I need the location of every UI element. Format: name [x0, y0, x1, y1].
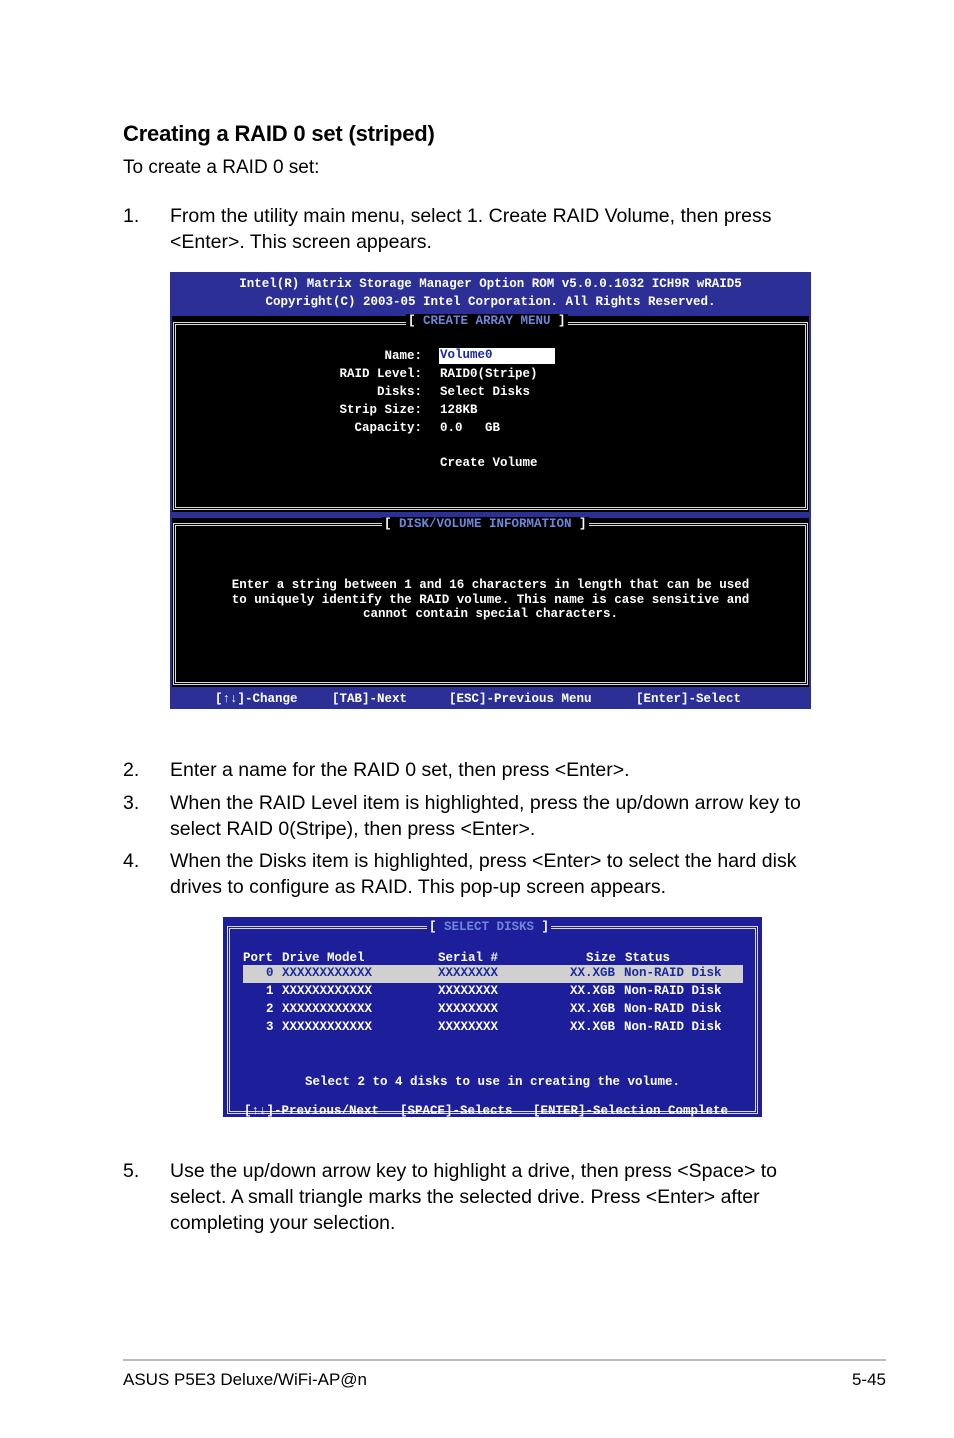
- strip-size-label: Strip Size:: [339, 403, 422, 417]
- disk-size: XX.XGB: [570, 1020, 616, 1034]
- step-line: When the Disks item is highlighted, press <Enter> to select the hard disk: [170, 850, 797, 872]
- step-1: [123, 203, 823, 255]
- raid-level-value[interactable]: RAID0(Stripe): [440, 367, 538, 381]
- footer-rule: [123, 1359, 886, 1361]
- step-number: 1.: [123, 205, 140, 227]
- col-serial: Serial #: [438, 951, 499, 965]
- key-space-select: [SPACE]-Selects: [400, 1104, 513, 1118]
- step-line: drives to configure as RAID. This pop-up screen appears.: [170, 876, 667, 898]
- disk-model: XXXXXXXXXXXX: [282, 966, 373, 980]
- create-menu-title: [ CREATE ARRAY MENU ]: [408, 314, 566, 328]
- info-text-line: Enter a string between 1 and 16 characters in length that can be used: [231, 578, 750, 592]
- create-array-screen: [170, 272, 811, 709]
- disk-serial: XXXXXXXX: [438, 966, 499, 980]
- step-number: 3.: [123, 792, 140, 814]
- select-disks-title: [ SELECT DISKS ]: [429, 920, 550, 934]
- key-previous-menu: [ESC]-Previous Menu: [449, 692, 592, 706]
- disk-size: XX.XGB: [570, 966, 616, 980]
- create-volume-button[interactable]: Create Volume: [440, 456, 538, 470]
- step-number: 5.: [123, 1160, 140, 1182]
- copyright-line: Copyright(C) 2003-05 Intel Corporation. All Rights Reserved.: [265, 295, 716, 309]
- select-disks-screen: [223, 917, 762, 1117]
- key-help-bar: [170, 689, 811, 709]
- step-number: 2.: [123, 759, 140, 781]
- name-label: Name:: [384, 349, 422, 363]
- capacity-value: 0.0 GB: [440, 421, 501, 435]
- step-line: completing your selection.: [170, 1212, 396, 1234]
- disk-model: XXXXXXXXXXXX: [282, 1020, 373, 1034]
- disk-row[interactable]: [243, 965, 743, 983]
- disks-value[interactable]: Select Disks: [440, 385, 531, 399]
- footer-product: ASUS P5E3 Deluxe/WiFi-AP@n: [123, 1370, 368, 1389]
- disk-model: XXXXXXXXXXXX: [282, 984, 373, 998]
- disk-status: Non-RAID Disk: [624, 1020, 722, 1034]
- disk-row[interactable]: [243, 983, 743, 1001]
- disk-port: 3: [266, 1020, 274, 1034]
- select-hint: Select 2 to 4 disks to use in creating the volume.: [305, 1075, 681, 1089]
- raid-level-label: RAID Level:: [339, 367, 422, 381]
- step-line: select. A small triangle marks the selected drive. Press <Enter> after: [170, 1186, 760, 1208]
- key-next: [TAB]-Next: [332, 692, 408, 706]
- key-selection-complete: [ENTER]-Selection Complete: [533, 1104, 729, 1118]
- col-status: Status: [625, 951, 671, 965]
- intro-text: To create a RAID 0 set:: [123, 157, 320, 178]
- step-number: 4.: [123, 850, 140, 872]
- disk-size: XX.XGB: [570, 984, 616, 998]
- disk-serial: XXXXXXXX: [438, 1020, 499, 1034]
- key-previous-next: [↑↓]-Previous/Next: [244, 1104, 380, 1118]
- col-drive-model: Drive Model: [282, 951, 365, 965]
- disk-status: Non-RAID Disk: [624, 1002, 722, 1016]
- capacity-label: Capacity:: [354, 421, 422, 435]
- disk-row[interactable]: [243, 1001, 743, 1019]
- disk-model: XXXXXXXXXXXX: [282, 1002, 373, 1016]
- disk-status: Non-RAID Disk: [624, 966, 722, 980]
- disks-label: Disks:: [376, 385, 422, 399]
- key-change: [↑↓]-Change: [215, 692, 298, 706]
- step-2: [123, 757, 823, 783]
- disk-serial: XXXXXXXX: [438, 984, 499, 998]
- disk-port: 0: [266, 966, 274, 980]
- col-port: Port: [243, 951, 274, 965]
- disk-port: 2: [266, 1002, 274, 1016]
- section-title: Creating a RAID 0 set (striped): [123, 121, 435, 146]
- footer-page-number: 5-45: [851, 1370, 886, 1389]
- step-line: <Enter>. This screen appears.: [170, 231, 432, 253]
- step-5: [123, 1158, 823, 1236]
- info-text-line: to uniquely identify the RAID volume. This name is case sensitive and: [231, 593, 750, 607]
- step-4: [123, 848, 823, 900]
- disk-size: XX.XGB: [570, 1002, 616, 1016]
- step-line: Enter a name for the RAID 0 set, then press <Enter>.: [170, 759, 630, 781]
- step-3: [123, 790, 823, 842]
- strip-size-value[interactable]: 128KB: [440, 403, 478, 417]
- info-text-line: cannot contain special characters.: [362, 607, 619, 621]
- step-line: Use the up/down arrow key to highlight a drive, then press <Space> to: [170, 1160, 778, 1182]
- step-line: When the RAID Level item is highlighted, press the up/down arrow key to: [170, 792, 801, 814]
- rom-header-line: Intel(R) Matrix Storage Manager Option ROM v5.0.0.1032 ICH9R wRAID5: [239, 277, 742, 291]
- disk-port: 1: [266, 984, 274, 998]
- name-input[interactable]: Volume0: [439, 348, 555, 364]
- key-select: [Enter]-Select: [636, 692, 742, 706]
- step-line: select RAID 0(Stripe), then press <Enter>.: [170, 818, 536, 840]
- col-size: Size: [586, 951, 617, 965]
- step-line: From the utility main menu, select 1. Create RAID Volume, then press: [170, 205, 772, 227]
- disk-serial: XXXXXXXX: [438, 1002, 499, 1016]
- disk-row[interactable]: [243, 1019, 743, 1037]
- info-title: [ DISK/VOLUME INFORMATION ]: [384, 517, 587, 531]
- disk-status: Non-RAID Disk: [624, 984, 722, 998]
